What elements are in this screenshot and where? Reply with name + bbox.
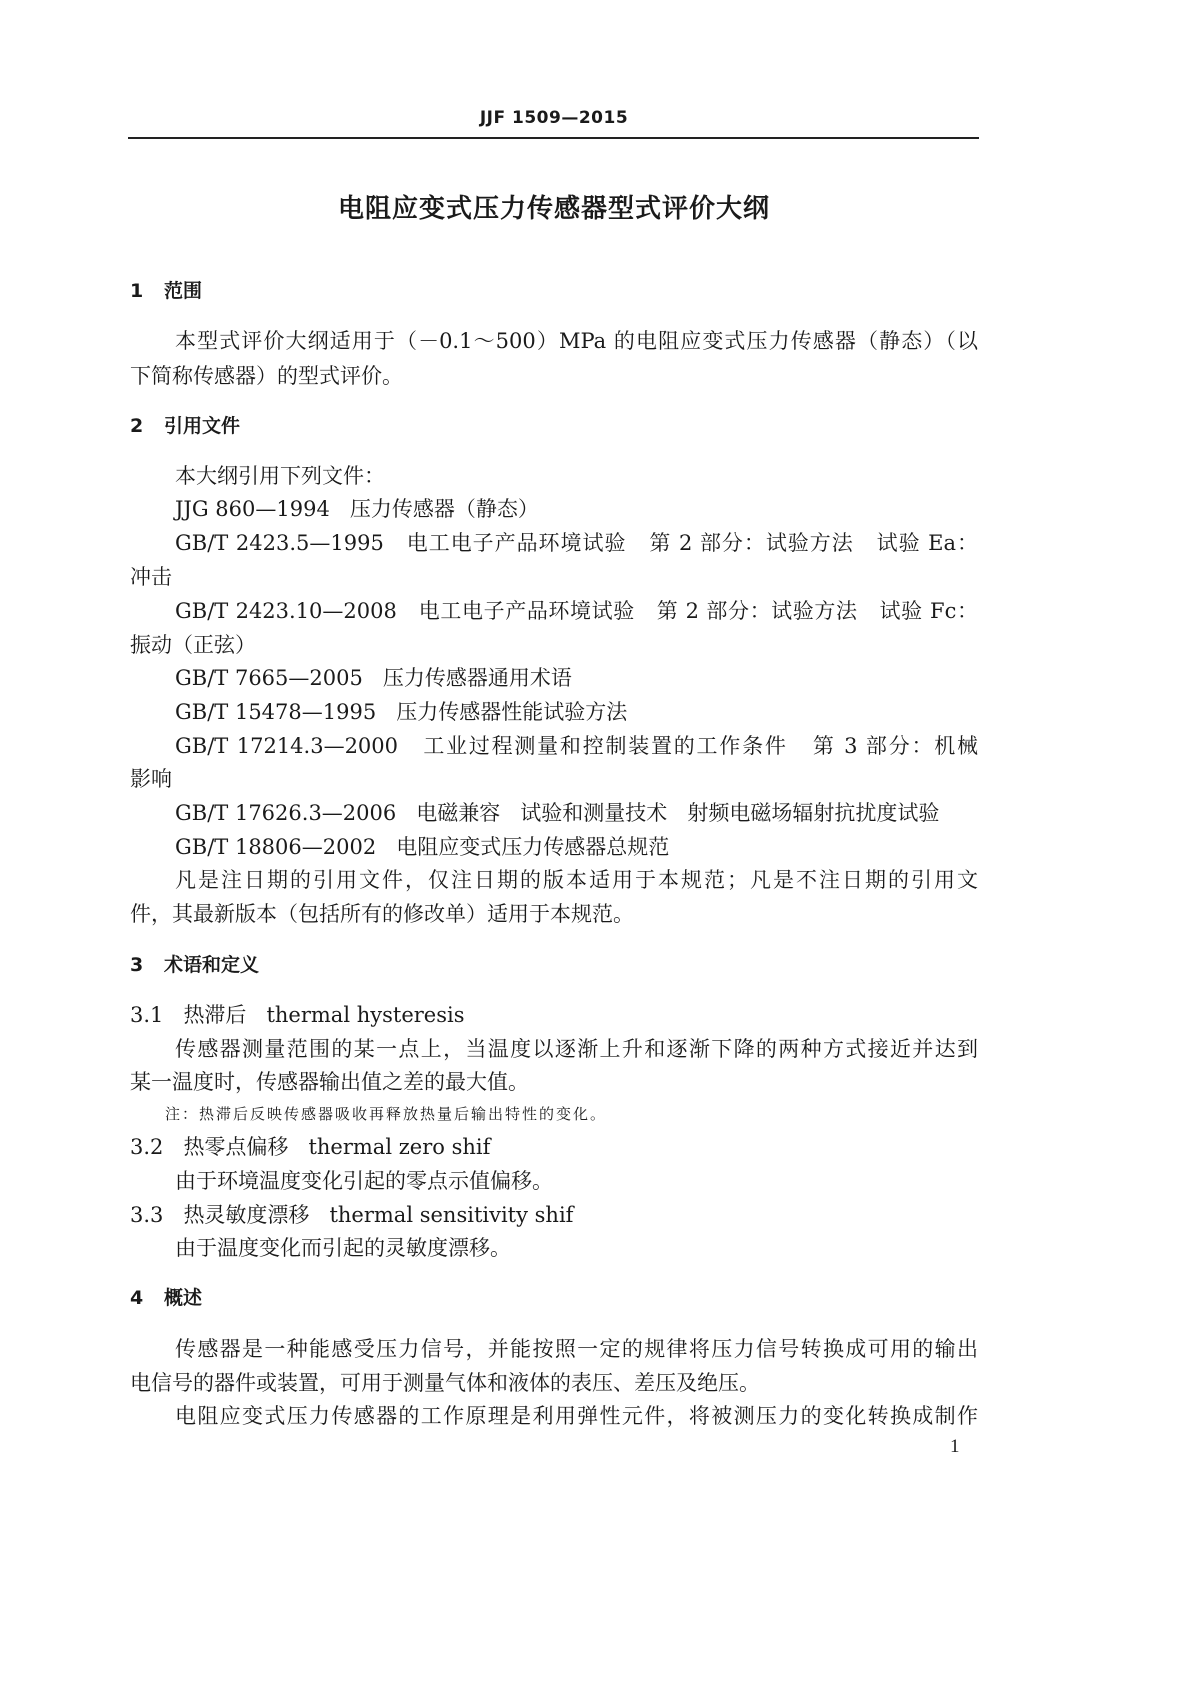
paragraph-line: 某一温度时，传感器输出值之差的最大值。	[130, 1070, 529, 1094]
term-heading-3-1	[130, 998, 978, 1032]
reference-item: GB/T 2423.5—1995 电工电子产品环境试验 第 2 部分：试验方法 试验 Ea：	[175, 531, 978, 555]
term-cn: 热零点偏移	[183, 1135, 289, 1159]
document-code-header: JJF 1509—2015	[479, 108, 629, 128]
paragraph-line: 传感器测量范围的某一点上，当温度以逐渐上升和逐渐下降的两种方式接近并达到	[175, 1037, 978, 1061]
paragraph-line: 件，其最新版本（包括所有的修改单）适用于本规范。	[130, 902, 634, 926]
reference-item: GB/T 17626.3—2006 电磁兼容 试验和测量技术 射频电磁场辐射抗扰度试验	[175, 801, 940, 825]
section-title: 术语和定义	[164, 954, 260, 976]
term-number: 3.3	[130, 1203, 164, 1227]
reference-item: GB/T 15478—1995 压力传感器性能试验方法	[175, 700, 628, 724]
reference-item-cont: 影响	[130, 767, 172, 791]
section-heading-2	[130, 409, 240, 443]
section-heading-3	[130, 948, 259, 982]
term-en: thermal hysteresis	[266, 1003, 465, 1027]
section-title: 范围	[164, 280, 203, 302]
section-title: 引用文件	[164, 415, 241, 437]
page-title: 电阻应变式压力传感器型式评价大纲	[337, 194, 770, 224]
term-heading-3-3	[130, 1198, 978, 1232]
paragraph-line: 由于环境温度变化引起的零点示值偏移。	[175, 1169, 553, 1193]
term-en: thermal sensitivity shif	[329, 1203, 574, 1227]
term-en: thermal zero shif	[308, 1135, 491, 1159]
paragraph-line: 由于温度变化而引起的灵敏度漂移。	[175, 1236, 511, 1260]
paragraph-line: 凡是注日期的引用文件，仅注日期的版本适用于本规范；凡是不注日期的引用文	[175, 868, 978, 892]
paragraph-line: 下简称传感器）的型式评价。	[130, 364, 403, 388]
term-cn: 热滞后	[183, 1003, 247, 1027]
section-heading-4	[130, 1281, 202, 1315]
section-title: 概述	[164, 1287, 203, 1309]
term-cn: 热灵敏度漂移	[183, 1203, 310, 1227]
paragraph-line: 本型式评价大纲适用于（－0.1～500）MPa 的电阻应变式压力传感器（静态）（以	[175, 329, 978, 353]
reference-item-cont: 冲击	[130, 565, 172, 589]
section-number: 3	[130, 954, 144, 976]
section-number: 2	[130, 415, 144, 437]
paragraph-line: 电阻应变式压力传感器的工作原理是利用弹性元件，将被测压力的变化转换成制作	[175, 1404, 978, 1428]
paragraph-line: 本大纲引用下列文件：	[175, 464, 385, 488]
reference-item: GB/T 17214.3—2000 工业过程测量和控制装置的工作条件 第 3 部分：机械	[175, 734, 978, 758]
section-number: 4	[130, 1287, 144, 1309]
term-heading-3-2	[130, 1130, 978, 1164]
reference-item-cont: 振动（正弦）	[130, 633, 256, 657]
section-number: 1	[130, 280, 144, 302]
header-rule	[128, 137, 979, 139]
reference-item: JJG 860—1994 压力传感器（静态）	[175, 497, 539, 521]
page-number: 1	[950, 1436, 960, 1457]
section-heading-1	[130, 274, 202, 308]
paragraph-line: 电信号的器件或装置，可用于测量气体和液体的表压、差压及绝压。	[130, 1371, 760, 1395]
paragraph-line: 传感器是一种能感受压力信号，并能按照一定的规律将压力信号转换成可用的输出	[175, 1337, 978, 1361]
reference-item: GB/T 7665—2005 压力传感器通用术语	[175, 666, 572, 690]
term-number: 3.1	[130, 1003, 164, 1027]
reference-item: GB/T 18806—2002 电阻应变式压力传感器总规范	[175, 835, 670, 859]
reference-item: GB/T 2423.10—2008 电工电子产品环境试验 第 2 部分：试验方法 试验 Fc：	[175, 599, 978, 623]
term-number: 3.2	[130, 1135, 164, 1159]
note: 注：热滞后反映传感器吸收再释放热量后输出特性的变化。	[165, 1105, 608, 1123]
